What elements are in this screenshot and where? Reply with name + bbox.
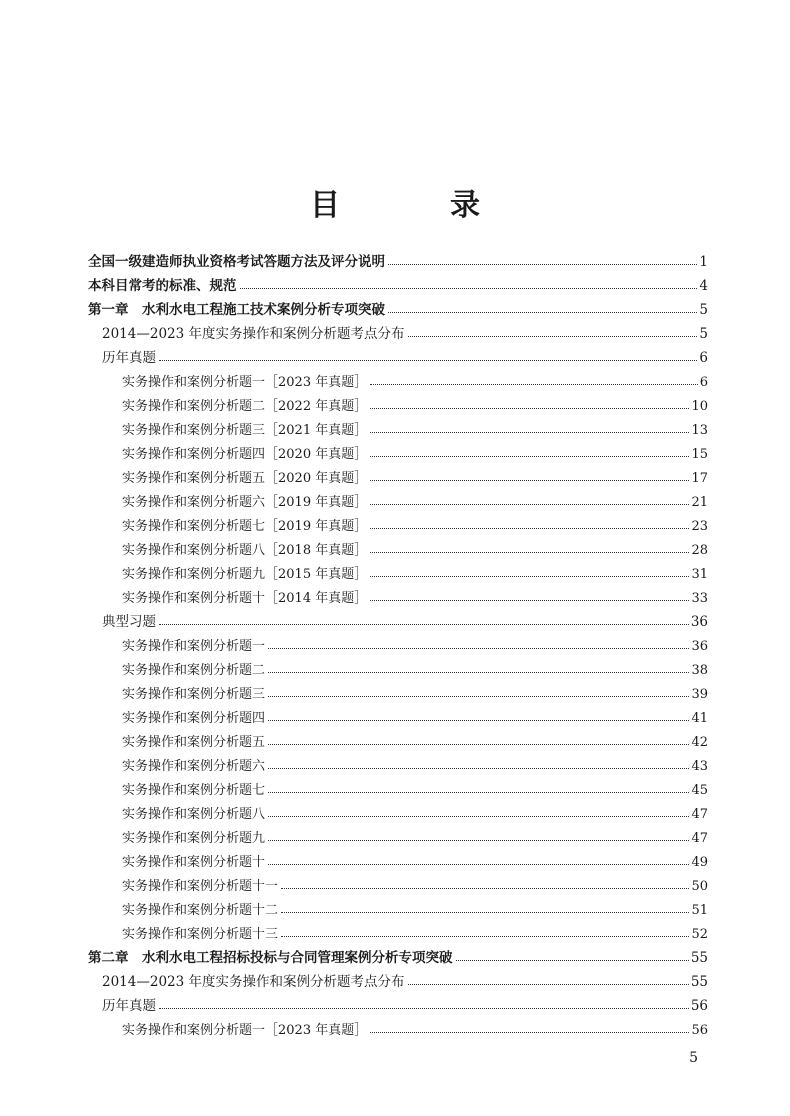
toc-entry[interactable] [88,966,708,990]
dot-leader [281,936,689,937]
dot-leader [281,912,689,913]
dot-leader [370,432,689,433]
toc-entry[interactable] [88,246,708,270]
toc-entry-label: 实务操作和案例分析题一［2023 年真题］ [122,1023,368,1038]
dot-leader [268,840,689,841]
dot-leader [159,1008,689,1009]
toc-entry[interactable] [88,510,708,534]
toc-entry-label: 实务操作和案例分析题四 [122,711,266,726]
toc-entry-page: 10 [691,399,708,414]
toc-entry[interactable] [88,1014,708,1038]
toc-entry-label: 第二章 水利水电工程招标投标与合同管理案例分析专项突破 [88,950,453,966]
dot-leader [370,600,689,601]
toc-entry-label: 历年真题 [102,998,156,1014]
toc-entry-label: 实务操作和案例分析题十［2014 年真题］ [122,591,368,606]
toc-entry-page: 4 [699,278,708,294]
page-number: 5 [689,1050,698,1066]
toc-entry[interactable] [88,654,708,678]
table-of-contents [88,246,708,1038]
dot-leader [370,528,689,529]
toc-entry-page: 17 [691,471,708,486]
dot-leader [408,336,698,337]
toc-entry[interactable] [88,630,708,654]
toc-entry[interactable] [88,582,708,606]
toc-entry-page: 6 [699,375,708,390]
toc-entry-label: 实务操作和案例分析题八 [122,807,266,822]
toc-entry[interactable] [88,726,708,750]
toc-entry-label: 实务操作和案例分析题十三 [122,927,279,942]
toc-entry-page: 6 [699,350,708,366]
dot-leader [370,1032,689,1033]
toc-entry[interactable] [88,366,708,390]
toc-entry-page: 45 [691,783,708,798]
dot-leader [281,888,689,889]
toc-entry[interactable] [88,558,708,582]
dot-leader [388,312,697,313]
toc-entry-page: 13 [691,423,708,438]
dot-leader [268,744,689,745]
toc-entry-label: 实务操作和案例分析题九［2015 年真题］ [122,567,368,582]
dot-leader [388,264,697,265]
page-title: 目 录 [310,188,520,223]
toc-entry-page: 52 [691,927,708,942]
toc-entry-page: 31 [691,567,708,582]
toc-entry-page: 42 [691,735,708,750]
toc-entry-label: 实务操作和案例分析题七［2019 年真题］ [122,519,368,534]
toc-entry-label: 实务操作和案例分析题二 [122,663,266,678]
toc-entry-label: 实务操作和案例分析题六［2019 年真题］ [122,495,368,510]
toc-entry-page: 36 [690,614,708,630]
toc-entry-label: 实务操作和案例分析题四［2020 年真题］ [122,447,368,462]
toc-entry[interactable] [88,750,708,774]
toc-entry-label: 历年真题 [102,350,156,366]
toc-entry-page: 36 [691,639,708,654]
toc-entry-label: 实务操作和案例分析题一 [122,639,266,654]
toc-entry-page: 38 [691,663,708,678]
toc-entry-page: 47 [691,831,708,846]
toc-entry-label: 实务操作和案例分析题十一 [122,879,279,894]
toc-entry-label: 实务操作和案例分析题十二 [122,903,279,918]
dot-leader [456,960,689,961]
toc-entry-label: 实务操作和案例分析题五 [122,735,266,750]
dot-leader [240,288,698,289]
toc-entry-page: 55 [690,974,708,990]
toc-entry[interactable] [88,438,708,462]
toc-entry-page: 28 [691,543,708,558]
toc-entry-page: 47 [691,807,708,822]
toc-entry[interactable] [88,414,708,438]
toc-entry[interactable] [88,774,708,798]
dot-leader [370,384,698,385]
toc-entry-label: 实务操作和案例分析题一［2023 年真题］ [122,375,368,390]
toc-entry-label: 2014—2023 年度实务操作和案例分析题考点分布 [102,326,405,342]
toc-entry-label: 典型习题 [102,614,156,630]
dot-leader [268,672,689,673]
toc-entry-page: 56 [690,998,708,1014]
dot-leader [370,504,689,505]
toc-entry-label: 全国一级建造师执业资格考试答题方法及评分说明 [88,254,385,270]
dot-leader [370,408,689,409]
dot-leader [268,720,689,721]
toc-entry-label: 实务操作和案例分析题五［2020 年真题］ [122,471,368,486]
dot-leader [159,624,689,625]
toc-entry[interactable] [88,870,708,894]
toc-entry-page: 33 [691,591,708,606]
toc-entry[interactable] [88,798,708,822]
toc-entry[interactable] [88,990,708,1014]
toc-entry-page: 5 [699,326,708,342]
dot-leader [268,768,689,769]
toc-entry-page: 49 [691,855,708,870]
toc-entry[interactable] [88,294,708,318]
dot-leader [370,576,689,577]
dot-leader [268,816,689,817]
toc-entry[interactable] [88,678,708,702]
toc-entry-page: 43 [691,759,708,774]
toc-entry-label: 第一章 水利水电工程施工技术案例分析专项突破 [88,302,385,318]
dot-leader [159,360,697,361]
toc-entry-label: 实务操作和案例分析题七 [122,783,266,798]
toc-entry[interactable] [88,270,708,294]
toc-entry-label: 2014—2023 年度实务操作和案例分析题考点分布 [102,974,405,990]
toc-entry[interactable] [88,846,708,870]
toc-entry[interactable] [88,894,708,918]
toc-entry[interactable] [88,918,708,942]
dot-leader [268,792,689,793]
toc-entry-page: 21 [691,495,708,510]
toc-entry[interactable] [88,486,708,510]
dot-leader [408,984,689,985]
toc-entry-page: 1 [699,254,708,270]
dot-leader [370,456,689,457]
toc-entry-label: 实务操作和案例分析题十 [122,855,266,870]
toc-entry-page: 23 [691,519,708,534]
toc-entry[interactable] [88,462,708,486]
toc-entry-page: 56 [691,1023,708,1038]
dot-leader [268,864,689,865]
toc-entry[interactable] [88,390,708,414]
dot-leader [370,480,689,481]
toc-entry[interactable] [88,702,708,726]
toc-entry-label: 本科目常考的标准、规范 [88,278,237,294]
toc-entry[interactable] [88,534,708,558]
toc-entry-page: 41 [691,711,708,726]
toc-entry[interactable] [88,342,708,366]
toc-entry-page: 51 [691,903,708,918]
toc-entry-page: 50 [691,879,708,894]
toc-entry-label: 实务操作和案例分析题九 [122,831,266,846]
toc-entry[interactable] [88,942,708,966]
toc-entry-label: 实务操作和案例分析题二［2022 年真题］ [122,399,368,414]
toc-entry-page: 55 [690,950,708,966]
toc-entry[interactable] [88,606,708,630]
dot-leader [268,648,689,649]
toc-entry-label: 实务操作和案例分析题三 [122,687,266,702]
dot-leader [370,552,689,553]
toc-entry-label: 实务操作和案例分析题六 [122,759,266,774]
toc-entry-page: 5 [699,302,708,318]
toc-entry-page: 39 [691,687,708,702]
toc-entry-label: 实务操作和案例分析题八［2018 年真题］ [122,543,368,558]
toc-entry[interactable] [88,318,708,342]
toc-entry-page: 15 [691,447,708,462]
toc-entry[interactable] [88,822,708,846]
dot-leader [268,696,689,697]
toc-entry-label: 实务操作和案例分析题三［2021 年真题］ [122,423,368,438]
